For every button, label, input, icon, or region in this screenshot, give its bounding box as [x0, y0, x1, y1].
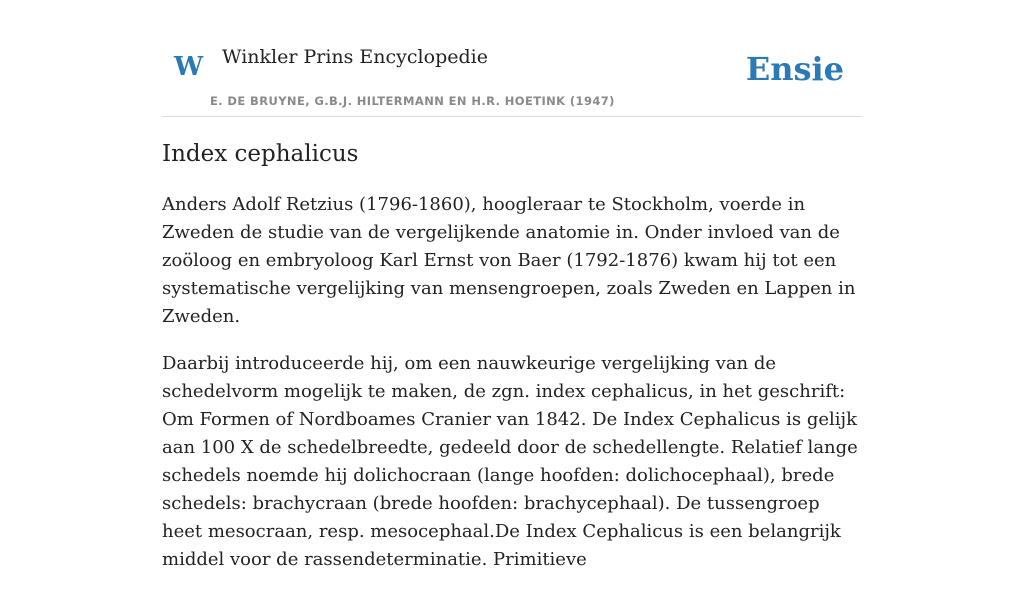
article-paragraph: Daarbij introduceerde hij, om een nauwkeurige vergelijking van de schedelvorm mogelijk te maken, de zgn. index cephalicus, in het geschrift: Om Formen of Nordboames Cranier van 1842. De Index Cephalicus is gelijk aan 100 X de schedelbreedte, gedeeld door de schedellengte. Relatief lange schedels noemde hij dolichocraan (lange hoofden: dolichocephaal), brede schedels: brachycraan (brede hoofden: brachycephaal). De tussengroep heet mesocraan, resp. mesocephaal.De Index Cephalicus is een belangrijk middel voor de rassendeterminatie. Primitieve: [162, 353, 858, 570]
source-title-link[interactable]: Winkler Prins Encyclopedie: [222, 46, 488, 68]
source-authors: E. DE BRUYNE, G.B.J. HILTERMANN EN H.R. HOETINK (1947): [210, 94, 615, 108]
article-title: Index cephalicus: [162, 141, 359, 167]
article: [162, 139, 862, 593]
article-paragraph: Anders Adolf Retzius (1796-1860), hoogleraar te Stockholm, voerde in Zweden de studie van de vergelijkende anatomie in. Onder invloed van de zoöloog en embryoloog Karl Ernst von Baer (1792-1876) kwam hij tot een systematische vergelijking van mensengroepen, zoals Zweden en Lappen in Zweden.: [162, 194, 856, 327]
site-header: [162, 40, 862, 117]
winkler-prins-logo[interactable]: W: [174, 52, 204, 82]
ensie-logo[interactable]: Ensie: [745, 50, 844, 88]
